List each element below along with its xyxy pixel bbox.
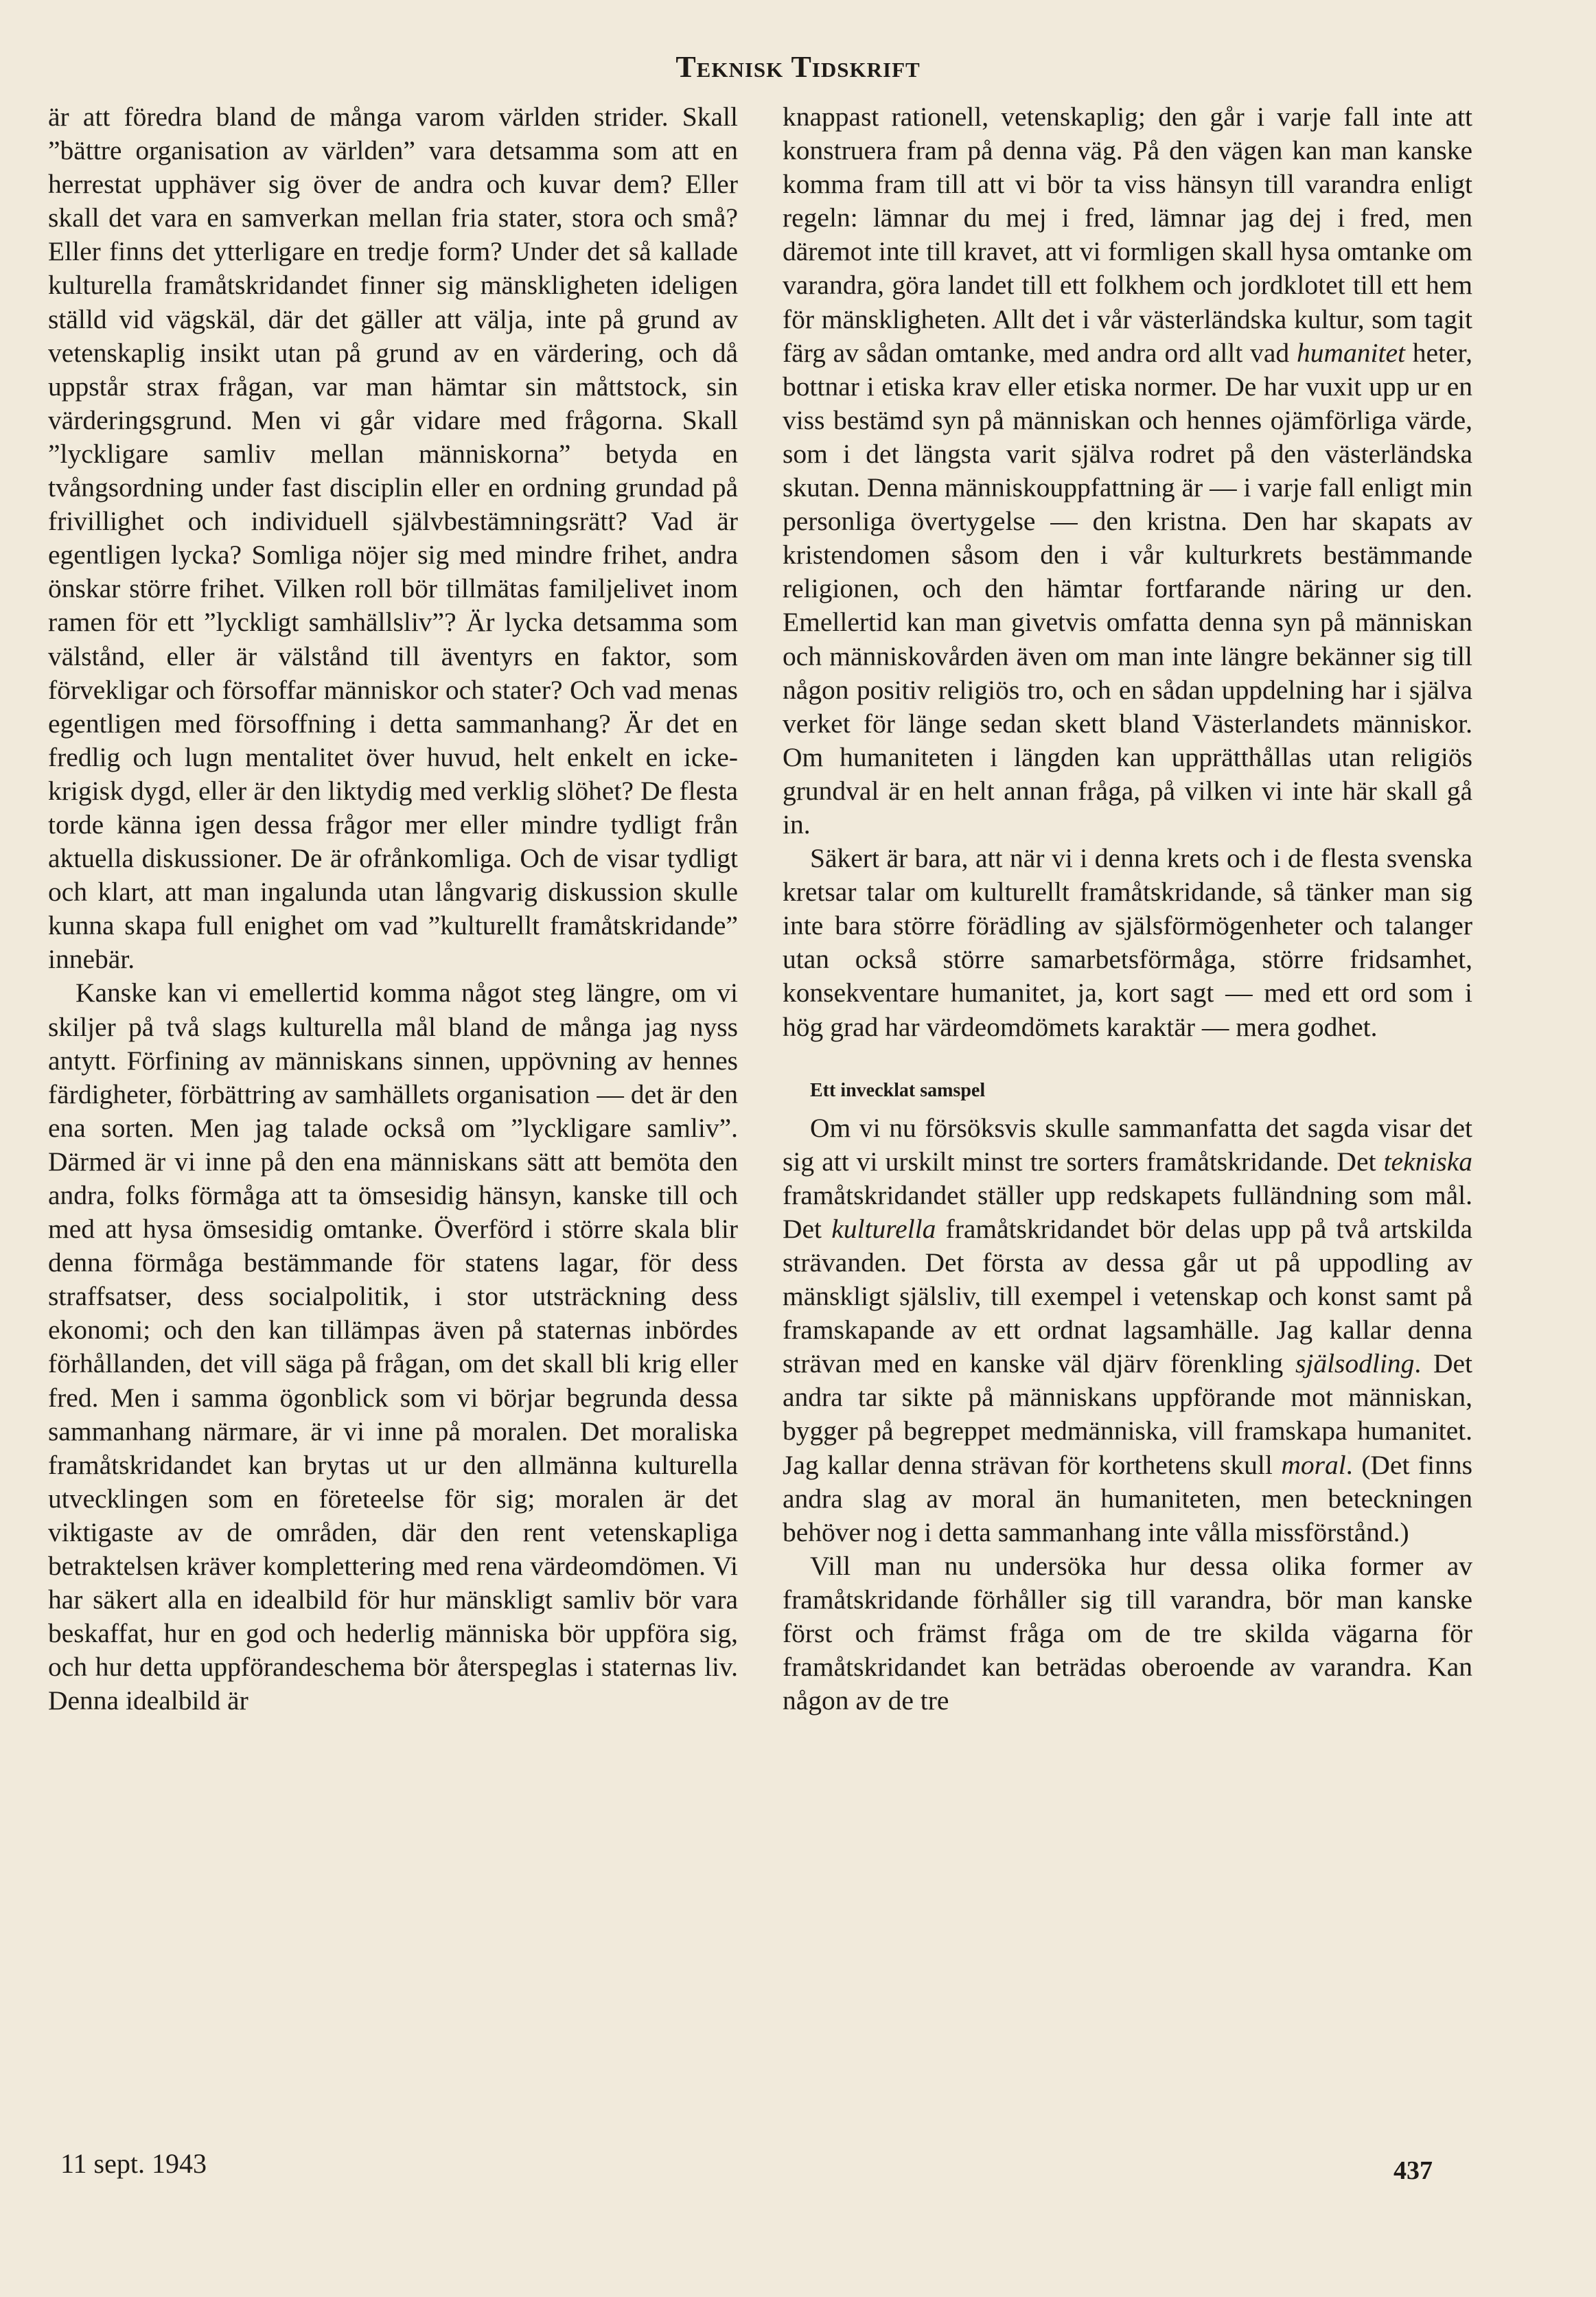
right-paragraph-4: Vill man nu undersöka hur dessa olika former av framåtskridande förhåller sig till varandra, bör man kanske först och främst fråga om de tre skilda vägarna för framåtskridandet kan beträdas oberoende av varandra. Kan någon av de tre — [783, 1550, 1472, 1716]
italic-term-sjalsodling: själsodling — [1295, 1348, 1415, 1379]
right-paragraph-2: Säkert är bara, att när vi i denna krets och i de flesta svenska kretsar talar om kulturellt framåtskridande, så tänker man sig inte bara större förädling av själsförmögenheter och talanger utan också större samarbetsförmåga, större fridsamhet, konsekventare humanitet, ja, kort sagt — med ett ord som i hög grad har värdeomdömets karaktär — mera godhet. — [783, 843, 1472, 1042]
right-paragraph-1 — [783, 100, 1472, 842]
left-paragraph-2: Kanske kan vi emellertid komma något steg längre, om vi skiljer på två slags kulturella mål bland de många jag nyss antytt. Förfining av människans sinnen, uppövning av hennes färdigheter, förbättring av samhällets organisation — det är den ena sorten. Men jag talade också om ”lyckligare samliv”. Därmed är vi inne på den ena människans sätt att bemöta den andra, folks förmåga att ta ömsesidig hänsyn, kanske till och med att hysa ömsesidig omtanke. Överförd i större skala blir denna förmåga bestämmande för statens lagar, för dess straffsatser, dess socialpolitik, i stor utsträckning dess ekonomi; och den kan tillämpas även på staternas inbördes förhållanden, det vill säga på frågan, om det skall bli krig eller fred. Men i samma ögonblick som vi börjar begrunda dessa sammanhang närmare, är vi inne på moralen. Det moraliska framåtskridandet kan brytas ut ur den allmänna kulturella utvecklingen som en företeelse för sig; moralen är det viktigaste av de områden, där den rent vetenskapliga betraktelsen kräver komplettering med rena värdeomdömen. Vi har säkert alla en idealbild för hur mänskligt samliv bör vara beskaffat, hur en god och hederlig människa bör uppföra sig, och hur detta uppförandeschema bör återspeglas i staternas liv. Denna idealbild är — [48, 978, 738, 1716]
italic-term-kulturella: kulturella — [831, 1213, 936, 1244]
right-paragraph-3 — [783, 1111, 1472, 1549]
text-run: framåtskridandet ställer upp redskapets fulländning som mål. Det — [783, 1179, 1472, 1244]
left-column — [48, 100, 738, 1718]
right-column — [783, 100, 1472, 1718]
text-run: heter, bottnar i etiska krav eller etiska normer. De har vuxit upp ur en viss bestämd syn på människan och hennes ojämförliga värde, som i det längsta varit själva rodret på den västerländska skutan. Denna människouppfattning är — i varje fall enligt min personliga övertygelse — den kristna. Den har skapats av kristendomen såsom den i vår kulturkrets bestämmande religionen, och den hämtar fortfarande näring ur den. Emellertid kan man givetvis omfatta denna syn på människan och människovården även om man inte längre bekänner sig till någon positiv religiös tro, och en sådan uppdelning har i själva verket för länge sedan skett bland Västerlandets människor. Om humaniteten i längden kan upprätthållas utan religiös grundval är en helt annan fråga, på vilken vi inte här skall gå in. — [783, 337, 1472, 840]
section-subheading: Ett invecklat samspel — [810, 1079, 986, 1101]
text-run: knappast rationell, vetenskaplig; den går i varje fall inte att konstruera fram på denna väg. På den vägen kan man kanske komma fram till att vi bör ta viss hänsyn till varandra enligt regeln: lämnar du mej i fred, lämnar jag dej i fred, men däremot inte till kravet, att vi formligen skall hysa omtanke om varandra, göra landet till ett folkhem och jordklotet till ett hem för mänskligheten. Allt det i vår västerländska kultur, som tagit färg av sådan omtanke, med andra ord allt vad — [783, 102, 1472, 368]
text-run: . (Det finns andra slag av moral än humaniteten, men beteckningen behöver nog i detta sammanhang inte vålla missförstånd.) — [783, 1449, 1472, 1547]
text-run: . Det andra tar sikte på människans uppförande mot människan, bygger på begreppet medmänniska, vill framskapa humanitet. Jag kallar denna strävan för korthetens skull — [783, 1348, 1472, 1480]
page-number: 437 — [1393, 2156, 1433, 2185]
italic-term-tekniska: tekniska — [1383, 1146, 1472, 1177]
text-run: framåtskridandet bör delas upp på två artskilda strävanden. Det första av dessa går ut på uppodling av mänskligt själsliv, till exempel i vetenskap och konst samt på framskapande av ett ordnat lagsamhälle. Jag kallar denna strävan med en kanske väl djärv förenkling — [783, 1213, 1472, 1379]
journal-header: Teknisk Tidskrift — [675, 50, 921, 84]
left-paragraph-1: är att föredra bland de många varom världen strider. Skall ”bättre organisation av världen” vara detsamma som att en herrestat upphäver sig över de andra och kuvar dem? Eller skall det vara en samverkan mellan fria stater, stora och små? Eller finns det ytterligare en tredje form? Under det så kallade kulturella framåtskridandet finner sig mänskligheten ideligen ställd vid vägskäl, där det gäller att välja, inte på grund av vetenskaplig insikt utan på grund av en värdering, och då uppstår strax frågan, var man hämtar sin måttstock, sin värderingsgrund. Men vi går vidare med frågorna. Skall ”lyckligare samliv mellan människorna” betyda en tvångsordning under fast disciplin eller en ordning grundad på frivillighet och individuell självbestämningsrätt? Vad är egentligen lycka? Somliga nöjer sig med mindre frihet, andra önskar större frihet. Vilken roll bör tillmätas familjelivet inom ramen för ett ”lyckligt samhällsliv”? Är lycka detsamma som välstånd, eller är välstånd till äventyrs en faktor, som förvekligar och försoffar människor och stater? Och vad menas egentligen med försoffning i detta sammanhang? Är det en fredlig och lugn mentalitet över huvud, helt enkelt en icke-krigisk dygd, eller är den liktydig med verklig slöhet? De flesta torde känna igen dessa frågor mer eller mindre tydligt från aktuella diskussioner. De är ofrånkomliga. Och de visar tydligt och klart, att man ingalunda utan långvarig diskussion skulle kunna skapa full enighet om vad ”kulturellt framåtskridande” innebär. — [48, 102, 738, 975]
issue-date: 11 sept. 1943 — [60, 2148, 207, 2179]
italic-term-humanitet: humanitet — [1296, 337, 1405, 368]
text-run: Om vi nu försöksvis skulle sammanfatta det sagda visar det sig att vi urskilt minst tre sorters framåtskridande. Det — [783, 1112, 1472, 1177]
italic-term-moral: moral — [1281, 1449, 1346, 1480]
